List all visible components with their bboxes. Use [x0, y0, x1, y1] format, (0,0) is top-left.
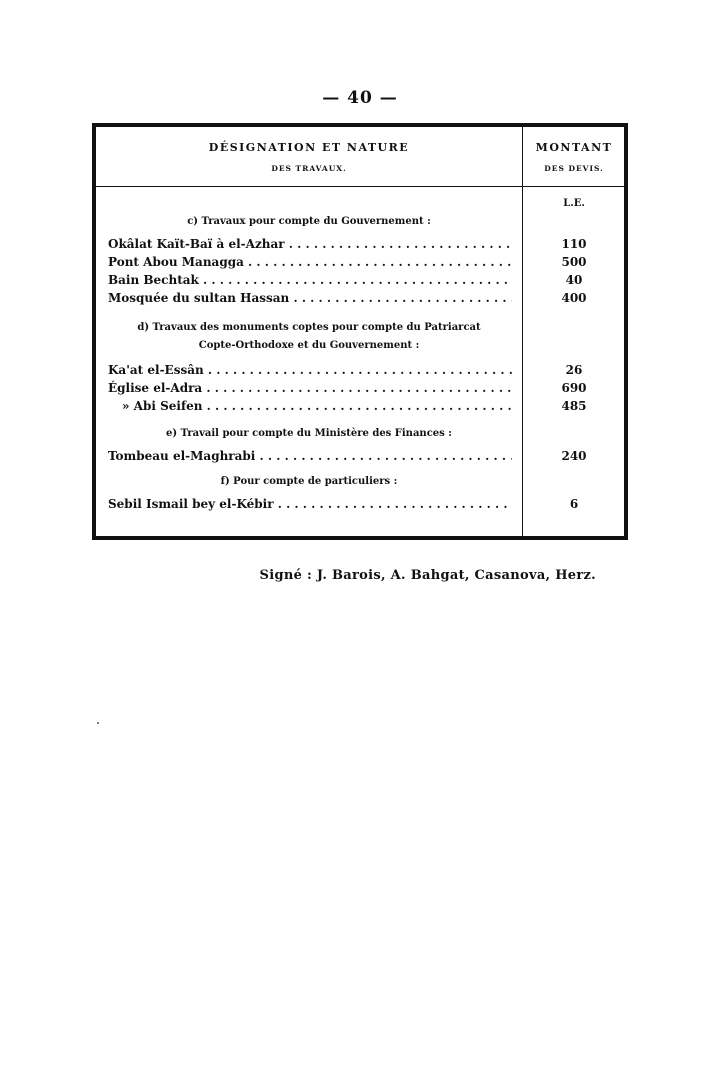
table-row — [96, 361, 522, 379]
table-row — [96, 447, 522, 465]
row-amount: 400 — [561, 291, 587, 305]
row-label: Église el-Adra . . . — [108, 379, 512, 397]
row-amount: 500 — [561, 255, 587, 269]
table-row — [96, 379, 522, 397]
section-title-c: c) Travaux pour compte du Gouvernement : — [187, 216, 431, 227]
row-amount: 110 — [561, 237, 587, 251]
row-label: Bain Bechtak . . . — [108, 271, 512, 289]
row-label: » Abi Seifen . . . — [122, 397, 512, 415]
designation-header-title: DÉSIGNATION ET NATURE — [208, 141, 410, 154]
table-row — [96, 235, 522, 253]
section-title-d-line1: d) Travaux des monuments coptes pour compte du Patriarcat — [137, 322, 481, 333]
section-title-e: e) Travail pour compte du Ministère des Finances : — [166, 428, 452, 439]
stray-mark — [97, 722, 99, 724]
table-row — [96, 495, 522, 513]
table-row — [96, 253, 522, 271]
row-amount: 40 — [565, 273, 583, 287]
row-amount: 6 — [569, 497, 579, 511]
designation-header-subtitle: DES TRAVAUX. — [271, 164, 347, 173]
header-divider — [96, 186, 624, 187]
row-amount: 485 — [561, 399, 587, 413]
estimates-table — [92, 123, 628, 540]
row-label: Ka'at el-Essân . . . — [108, 361, 512, 379]
table-row — [96, 289, 522, 307]
montant-header-title: MONTANT — [535, 141, 613, 154]
row-amount: 26 — [565, 363, 583, 377]
row-amount: 240 — [561, 449, 587, 463]
table-row — [96, 271, 522, 289]
row-label: Pont Abou Managga . . . — [108, 253, 512, 271]
designation-column-header — [96, 141, 522, 173]
row-label: Sebil Ismail bey el-Kébir . . . — [108, 495, 512, 513]
page-number: — 40 — — [322, 88, 398, 108]
montant-header-subtitle: DES DEVIS. — [544, 164, 604, 173]
row-amount: 690 — [561, 381, 587, 395]
signature-line: Signé : J. Barois, A. Bahgat, Casanova, Herz. — [259, 568, 596, 583]
section-title-d-line2: Copte-Orthodoxe et du Gouvernement : — [198, 340, 420, 351]
section-title-f: f) Pour compte de particuliers : — [220, 476, 398, 487]
table-row — [96, 397, 522, 415]
row-label: Okâlat Kaït-Baï à el-Azhar . . . — [108, 235, 512, 253]
currency-label: L.E. — [563, 198, 585, 209]
column-divider — [522, 127, 523, 536]
row-label: Mosquée du sultan Hassan . . . — [108, 289, 512, 307]
row-label: Tombeau el-Maghrabi . . . — [108, 447, 512, 465]
montant-column-header — [524, 141, 624, 173]
